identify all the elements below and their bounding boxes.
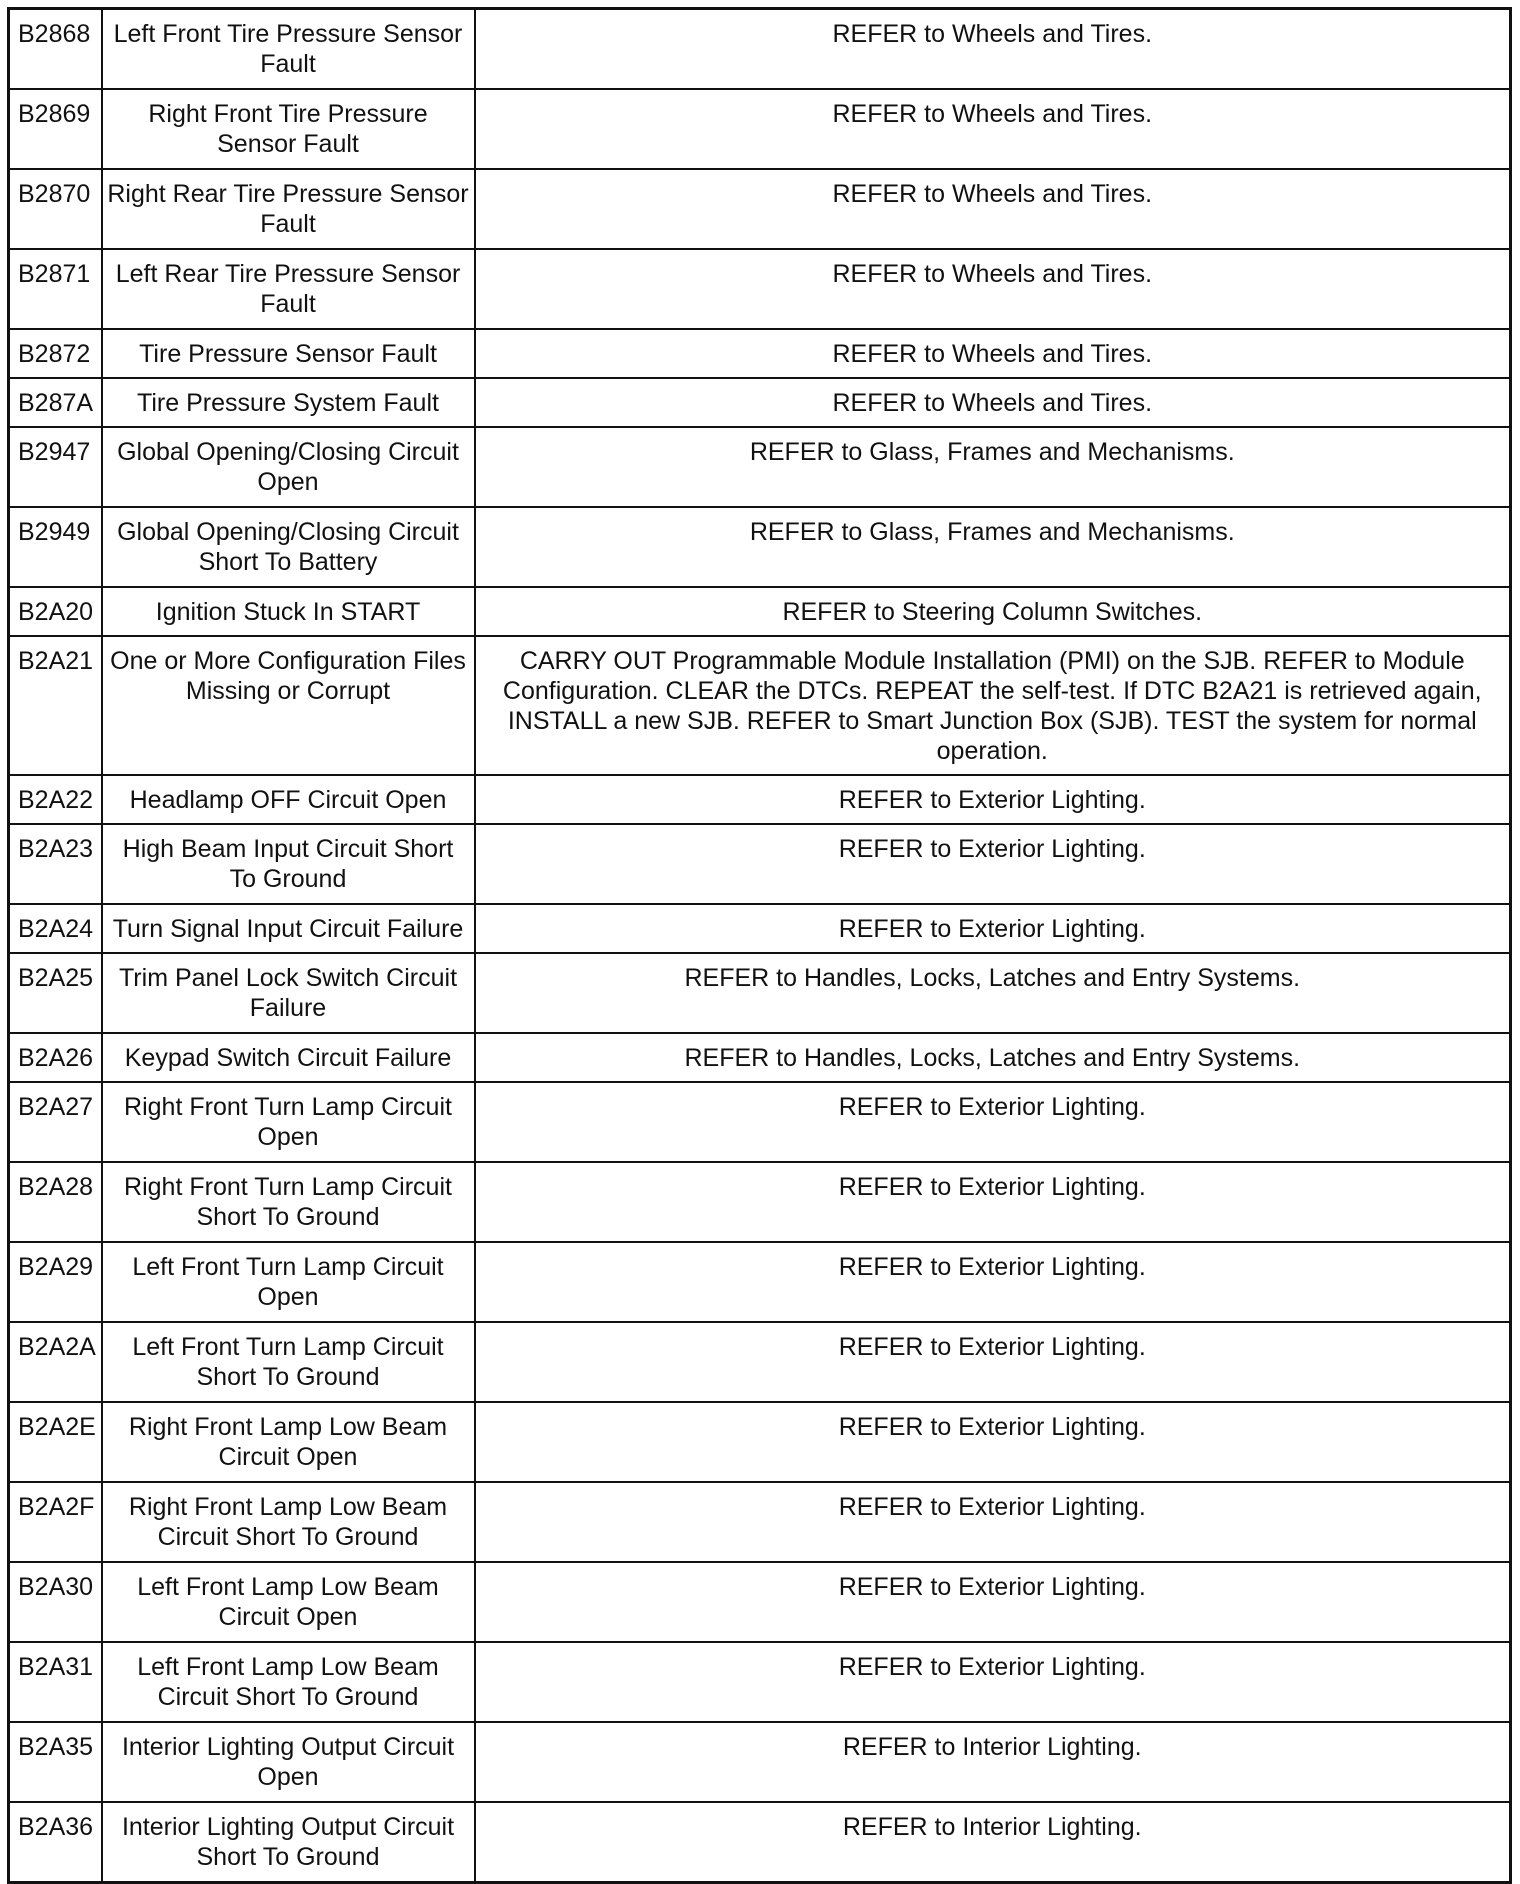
dtc-action: REFER to Exterior Lighting.: [475, 775, 1511, 824]
dtc-description: Tire Pressure Sensor Fault: [102, 329, 475, 378]
table-row: [9, 169, 1511, 249]
table-row: [9, 1562, 1511, 1642]
dtc-description: Left Front Turn Lamp Circuit Open: [102, 1242, 475, 1322]
dtc-description: Keypad Switch Circuit Failure: [102, 1033, 475, 1082]
dtc-action: REFER to Wheels and Tires.: [475, 9, 1511, 90]
dtc-code: B2A21: [9, 636, 102, 775]
dtc-action: REFER to Exterior Lighting.: [475, 1082, 1511, 1162]
dtc-description: Left Rear Tire Pressure Sensor Fault: [102, 249, 475, 329]
dtc-action: REFER to Exterior Lighting.: [475, 1322, 1511, 1402]
dtc-action: CARRY OUT Programmable Module Installation (PMI) on the SJB. REFER to Module Configuration. CLEAR the DTCs. REPEAT the self-test. If DTC B2A21 is retrieved again, INSTALL a new SJB. REFER to Smart Junction Box (SJB). TEST the system for normal operation.: [475, 636, 1511, 775]
dtc-action: REFER to Exterior Lighting.: [475, 824, 1511, 904]
dtc-description: Right Rear Tire Pressure Sensor Fault: [102, 169, 475, 249]
table-row: [9, 249, 1511, 329]
dtc-code: B2A25: [9, 953, 102, 1033]
dtc-description: Trim Panel Lock Switch Circuit Failure: [102, 953, 475, 1033]
table-row: [9, 1642, 1511, 1722]
table-row: [9, 1402, 1511, 1482]
dtc-description: Headlamp OFF Circuit Open: [102, 775, 475, 824]
table-row: [9, 427, 1511, 507]
dtc-action: REFER to Wheels and Tires.: [475, 378, 1511, 427]
dtc-description: Global Opening/Closing Circuit Short To Battery: [102, 507, 475, 587]
dtc-description: Ignition Stuck In START: [102, 587, 475, 636]
dtc-action: REFER to Exterior Lighting.: [475, 1162, 1511, 1242]
dtc-code: B2A31: [9, 1642, 102, 1722]
dtc-action: REFER to Steering Column Switches.: [475, 587, 1511, 636]
dtc-table: [7, 7, 1512, 1884]
dtc-description: Right Front Turn Lamp Circuit Short To Ground: [102, 1162, 475, 1242]
table-row: [9, 1482, 1511, 1562]
dtc-description: Left Front Lamp Low Beam Circuit Open: [102, 1562, 475, 1642]
dtc-code: B2947: [9, 427, 102, 507]
dtc-code: B2870: [9, 169, 102, 249]
table-row: [9, 89, 1511, 169]
table-row: [9, 1322, 1511, 1402]
dtc-code: B2A24: [9, 904, 102, 953]
dtc-table-container: [7, 7, 1512, 1884]
dtc-action: REFER to Exterior Lighting.: [475, 1562, 1511, 1642]
dtc-description: Right Front Lamp Low Beam Circuit Short To Ground: [102, 1482, 475, 1562]
table-row: [9, 1802, 1511, 1883]
table-row: [9, 1033, 1511, 1082]
dtc-action: REFER to Exterior Lighting.: [475, 1242, 1511, 1322]
dtc-code: B2A28: [9, 1162, 102, 1242]
dtc-action: REFER to Handles, Locks, Latches and Entry Systems.: [475, 953, 1511, 1033]
table-row: [9, 824, 1511, 904]
dtc-action: REFER to Handles, Locks, Latches and Entry Systems.: [475, 1033, 1511, 1082]
dtc-table-body: [9, 9, 1511, 1883]
dtc-code: B2A2E: [9, 1402, 102, 1482]
dtc-description: One or More Configuration Files Missing or Corrupt: [102, 636, 475, 775]
dtc-action: REFER to Interior Lighting.: [475, 1802, 1511, 1883]
dtc-description: Right Front Tire Pressure Sensor Fault: [102, 89, 475, 169]
dtc-code: B2A36: [9, 1802, 102, 1883]
dtc-description: Left Front Tire Pressure Sensor Fault: [102, 9, 475, 90]
table-row: [9, 9, 1511, 90]
dtc-description: Turn Signal Input Circuit Failure: [102, 904, 475, 953]
dtc-description: Right Front Lamp Low Beam Circuit Open: [102, 1402, 475, 1482]
dtc-code: B2949: [9, 507, 102, 587]
dtc-action: REFER to Wheels and Tires.: [475, 249, 1511, 329]
table-row: [9, 329, 1511, 378]
table-row: [9, 378, 1511, 427]
dtc-action: REFER to Exterior Lighting.: [475, 1402, 1511, 1482]
dtc-action: REFER to Glass, Frames and Mechanisms.: [475, 507, 1511, 587]
dtc-action: REFER to Exterior Lighting.: [475, 1482, 1511, 1562]
dtc-action: REFER to Exterior Lighting.: [475, 1642, 1511, 1722]
dtc-code: B2A20: [9, 587, 102, 636]
dtc-code: B2871: [9, 249, 102, 329]
table-row: [9, 636, 1511, 775]
table-row: [9, 507, 1511, 587]
table-row: [9, 904, 1511, 953]
dtc-description: Interior Lighting Output Circuit Short To Ground: [102, 1802, 475, 1883]
dtc-code: B2A2F: [9, 1482, 102, 1562]
dtc-code: B287A: [9, 378, 102, 427]
dtc-action: REFER to Interior Lighting.: [475, 1722, 1511, 1802]
dtc-code: B2868: [9, 9, 102, 90]
dtc-code: B2A22: [9, 775, 102, 824]
dtc-code: B2A26: [9, 1033, 102, 1082]
dtc-code: B2A27: [9, 1082, 102, 1162]
dtc-description: Tire Pressure System Fault: [102, 378, 475, 427]
table-row: [9, 953, 1511, 1033]
table-row: [9, 1162, 1511, 1242]
dtc-description: Left Front Turn Lamp Circuit Short To Ground: [102, 1322, 475, 1402]
dtc-code: B2A2A: [9, 1322, 102, 1402]
dtc-code: B2A35: [9, 1722, 102, 1802]
table-row: [9, 1722, 1511, 1802]
table-row: [9, 1082, 1511, 1162]
dtc-action: REFER to Wheels and Tires.: [475, 329, 1511, 378]
dtc-action: REFER to Wheels and Tires.: [475, 169, 1511, 249]
table-row: [9, 775, 1511, 824]
dtc-action: REFER to Glass, Frames and Mechanisms.: [475, 427, 1511, 507]
dtc-code: B2872: [9, 329, 102, 378]
table-row: [9, 1242, 1511, 1322]
dtc-code: B2A29: [9, 1242, 102, 1322]
dtc-code: B2A30: [9, 1562, 102, 1642]
dtc-code: B2A23: [9, 824, 102, 904]
dtc-action: REFER to Wheels and Tires.: [475, 89, 1511, 169]
table-row: [9, 587, 1511, 636]
dtc-action: REFER to Exterior Lighting.: [475, 904, 1511, 953]
dtc-description: Global Opening/Closing Circuit Open: [102, 427, 475, 507]
dtc-description: High Beam Input Circuit Short To Ground: [102, 824, 475, 904]
dtc-description: Right Front Turn Lamp Circuit Open: [102, 1082, 475, 1162]
dtc-description: Interior Lighting Output Circuit Open: [102, 1722, 475, 1802]
dtc-code: B2869: [9, 89, 102, 169]
dtc-description: Left Front Lamp Low Beam Circuit Short To Ground: [102, 1642, 475, 1722]
